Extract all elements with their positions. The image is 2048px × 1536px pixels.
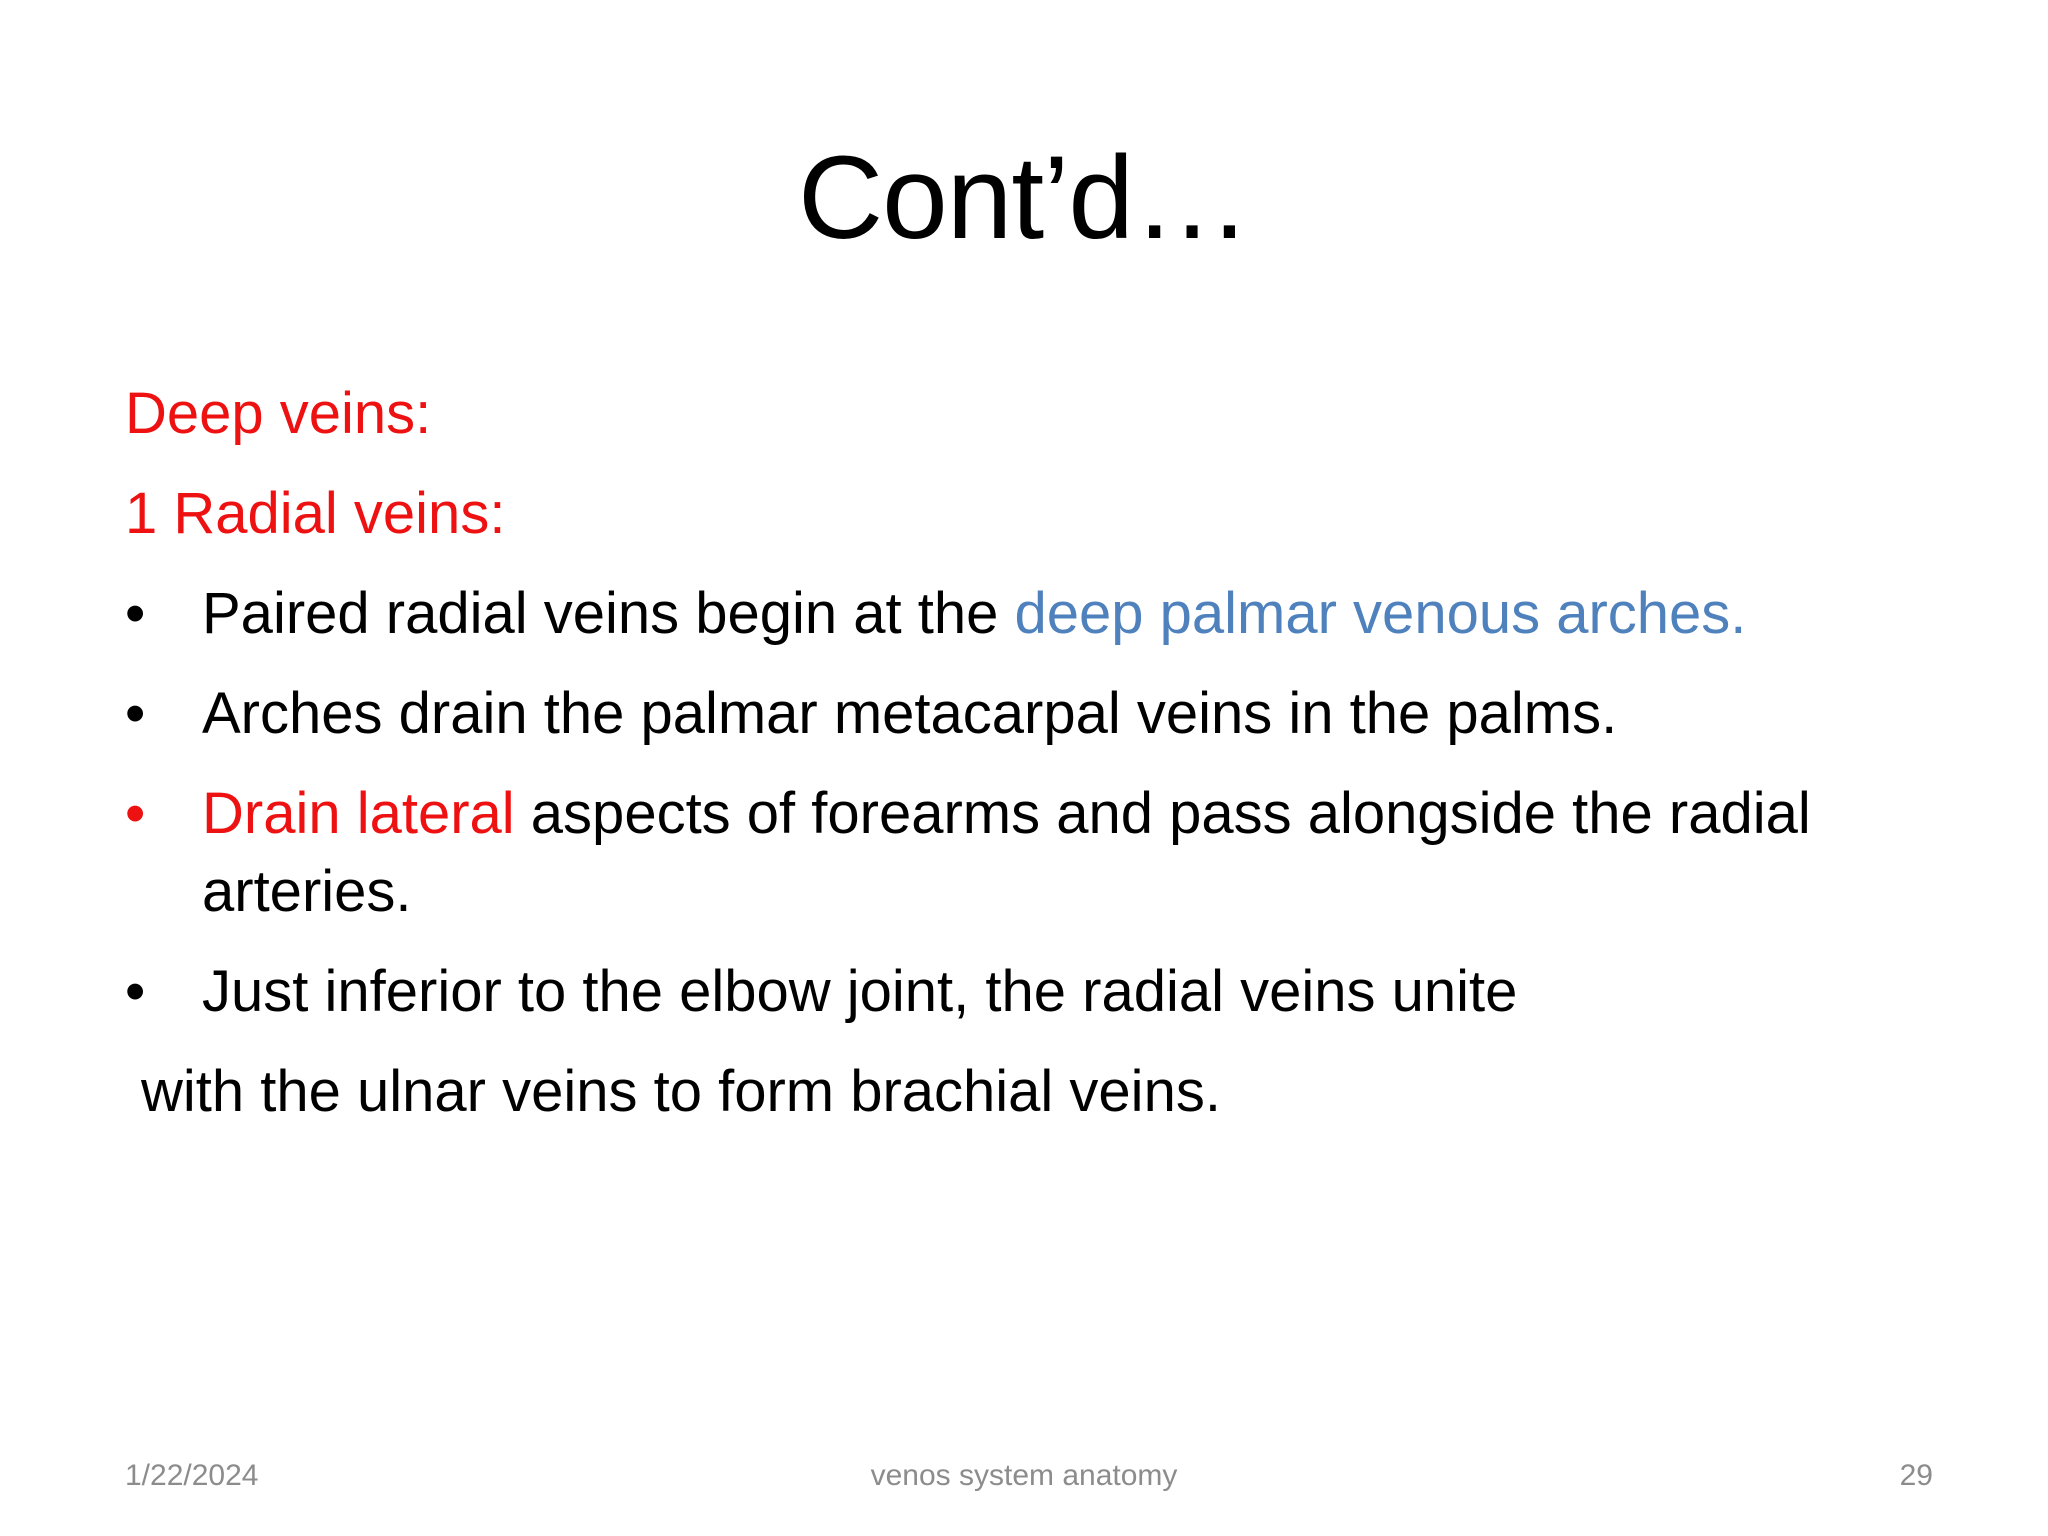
bullet-highlight-text: Drain lateral	[202, 781, 515, 846]
footer-title: venos system anatomy	[870, 1459, 1178, 1492]
continuation-line: with the ulnar veins to form brachial veins.	[141, 1059, 1221, 1124]
bullet-text: aspects of forearms and pass alongside the radial arteries.	[202, 781, 1811, 924]
bullet-icon: •	[125, 681, 146, 746]
bullet-item-3	[125, 775, 1955, 931]
bullet-icon: •	[125, 581, 146, 646]
footer-date: 1/22/2024	[125, 1459, 259, 1492]
slide-number: 29	[1899, 1459, 1933, 1492]
heading-radial-veins: 1 Radial veins:	[125, 481, 506, 546]
bullet-text: Just inferior to the elbow joint, the radial veins unite	[202, 959, 1518, 1024]
bullet-icon: •	[125, 959, 146, 1024]
slide-title: Cont’d…	[797, 132, 1251, 264]
bullet-item-1	[125, 575, 1955, 653]
bullet-icon: •	[125, 781, 146, 846]
bullet-item-2	[125, 675, 1955, 753]
bullet-item-4	[125, 953, 1955, 1031]
bullet-highlight-text: deep palmar venous arches.	[1014, 581, 1747, 646]
slide-body	[125, 375, 1955, 1153]
bullet-text: Arches drain the palmar metacarpal veins in the palms.	[202, 681, 1618, 746]
heading-deep-veins: Deep veins:	[125, 381, 432, 446]
bullet-text: Paired radial veins begin at the	[202, 581, 1015, 646]
